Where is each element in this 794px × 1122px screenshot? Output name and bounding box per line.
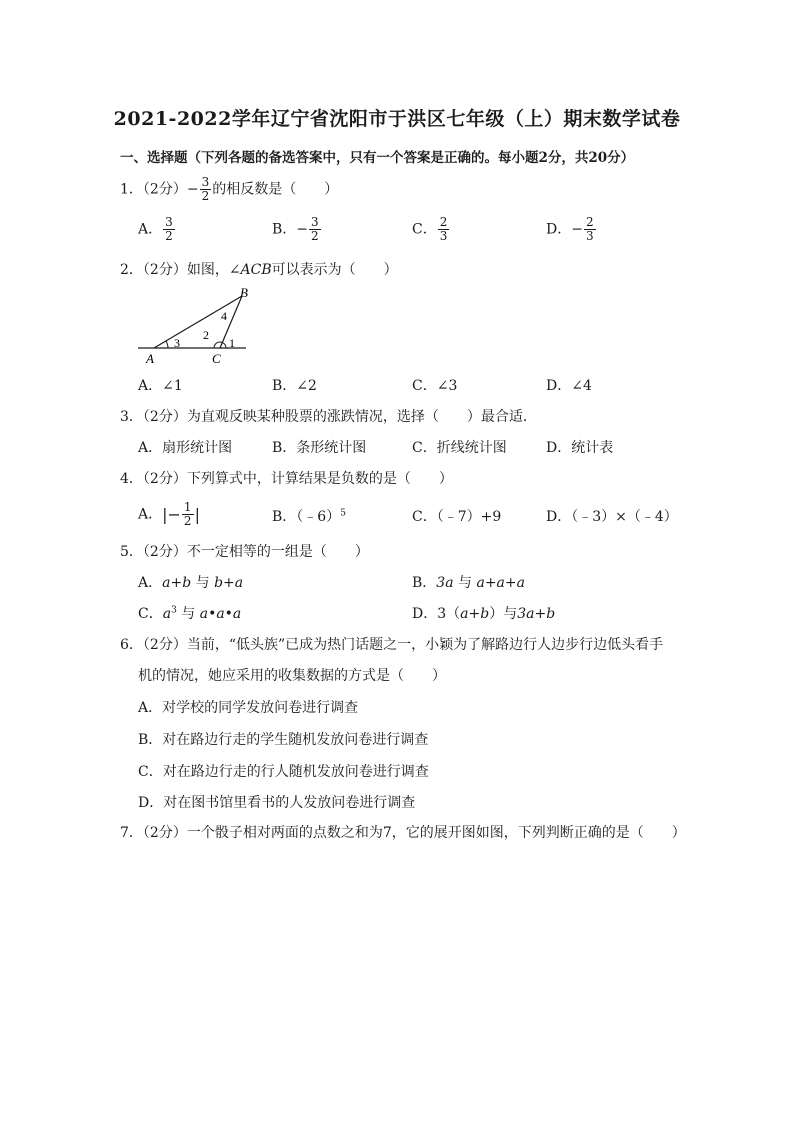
- expr-right: a•a•a: [199, 606, 242, 622]
- question-2-option-b: B．∠2: [272, 378, 317, 394]
- option-fraction: [438, 216, 450, 243]
- question-1-option-a: [138, 216, 176, 243]
- question-5-option-a: [138, 572, 243, 592]
- question-1-neg: −: [186, 181, 199, 198]
- fraction-numerator: 2: [439, 215, 448, 229]
- question-6-option-b: B．对在路边行走的学生随机发放问卷进行调查: [138, 732, 429, 748]
- option-fraction: [584, 216, 596, 243]
- fraction-numerator: 3: [311, 215, 319, 229]
- question-1-suffix: 的相反数是（ ）: [212, 181, 339, 198]
- option-neg: −: [296, 221, 309, 238]
- option-text: B．（﹣6）: [272, 509, 341, 525]
- abs-bar-left: |−: [162, 505, 181, 524]
- expr-right: 3a+b: [517, 606, 556, 622]
- question-1-option-d: [546, 216, 597, 243]
- question-5-option-c: [138, 603, 241, 623]
- question-3-option-d: D．统计表: [546, 440, 614, 456]
- question-1: [120, 176, 338, 203]
- expr-mid: 与: [503, 606, 518, 622]
- expr-mid: 与: [458, 575, 473, 591]
- angle-arc-3: [166, 341, 168, 348]
- option-exponent: 5: [340, 508, 346, 519]
- question-2-option-c: C．∠3: [412, 378, 458, 394]
- label-3: 3: [174, 336, 180, 350]
- fraction-denominator: 3: [439, 229, 448, 243]
- expr-left-inner: a+b: [460, 606, 490, 622]
- expr-mid: 与: [181, 606, 196, 622]
- expr-left-open: 3（: [437, 606, 461, 622]
- expr-left-close: ）: [489, 606, 504, 622]
- expr-left: a+b: [162, 575, 192, 591]
- question-5-option-d: [412, 603, 555, 623]
- expr-base: a: [162, 606, 172, 622]
- expr-left: 3a: [436, 575, 454, 591]
- option-label: A．: [138, 575, 163, 591]
- expr-right: b+a: [214, 575, 244, 591]
- question-4-option-a: [138, 501, 200, 528]
- question-1-prefix: 1．（2分）: [120, 181, 187, 198]
- fraction-numerator: 3: [165, 215, 173, 229]
- expr-right: a+a+a: [476, 575, 525, 591]
- fraction-denominator: 2: [201, 189, 210, 203]
- label-c: C: [212, 351, 221, 366]
- option-fraction: [163, 216, 175, 243]
- question-2-text-a: 2．（2分）如图，∠: [120, 262, 241, 278]
- option-label: D．: [546, 221, 572, 238]
- option-label: C．: [412, 221, 437, 238]
- question-6-option-d: D．对在图书馆里看书的人发放问卷进行调查: [138, 795, 416, 811]
- question-3-option-c: C．折线统计图: [412, 440, 507, 456]
- option-label: A．: [138, 221, 163, 238]
- option-label: B．: [272, 221, 297, 238]
- option-label: B．: [412, 575, 437, 591]
- question-2: [120, 259, 398, 279]
- question-4-option-b: [272, 506, 346, 526]
- question-4: 4．（2分）下列算式中，计算结果是负数的是（ ）: [120, 471, 453, 487]
- abs-bar-right: |: [194, 505, 200, 524]
- fraction-denominator: 3: [585, 229, 594, 243]
- fraction-denominator: 2: [311, 229, 319, 243]
- fraction-numerator: 1: [183, 500, 192, 514]
- question-1-option-c: [412, 216, 450, 243]
- question-2-option-d: D．∠4: [546, 378, 592, 394]
- fraction-denominator: 2: [183, 514, 192, 528]
- option-fraction: [182, 501, 194, 528]
- triangle-figure: [136, 284, 256, 368]
- fraction-numerator: 2: [585, 215, 594, 229]
- option-fraction: [309, 216, 321, 243]
- expr-exponent: 3: [171, 605, 177, 616]
- option-label: D．: [412, 606, 438, 622]
- question-5: 5．（2分）不一定相等的一组是（ ）: [120, 544, 369, 560]
- question-3-option-b: B．条形统计图: [272, 440, 367, 456]
- label-1: 1: [229, 336, 235, 350]
- question-7: 7．（2分）一个骰子相对两面的点数之和为7，它的展开图如图，下列判断正确的是（ ）: [120, 825, 686, 841]
- question-1-option-b: [272, 216, 322, 243]
- question-6-line-2: 机的情况，她应采用的收集数据的方式是（ ）: [138, 668, 446, 684]
- question-5-option-b: [412, 572, 525, 592]
- question-6-option-a: A．对学校的同学发放问卷进行调查: [138, 700, 359, 716]
- section-heading: 一、选择题（下列各题的备选答案中，只有一个答案是正确的。每小题2分，共20分）: [120, 150, 635, 166]
- question-6-line-1: 6．（2分）当前，“低头族”已成为热门话题之一，小颖为了解路边行人边步行边低头看手: [120, 637, 664, 653]
- page-title: 2021-2022学年辽宁省沈阳市于洪区七年级（上）期末数学试卷: [113, 108, 681, 130]
- question-6-option-c: C．对在路边行走的行人随机发放问卷进行调查: [138, 764, 429, 780]
- question-2-option-a: A．∠1: [138, 378, 183, 394]
- option-label: C．: [138, 606, 163, 622]
- fraction-denominator: 2: [165, 229, 173, 243]
- expr-mid: 与: [195, 575, 210, 591]
- question-3-option-a: A．扇形统计图: [138, 440, 233, 456]
- label-4: 4: [221, 309, 227, 323]
- question-2-angle-name: ACB: [240, 262, 272, 278]
- label-b: B: [240, 285, 248, 300]
- fraction-numerator: 3: [201, 175, 210, 189]
- question-4-option-c: C．（﹣7）+9: [412, 509, 502, 525]
- question-2-text-b: 可以表示为（ ）: [271, 262, 398, 278]
- option-label: A．: [138, 506, 163, 523]
- question-4-option-d: D．（﹣3）×（﹣4）: [546, 509, 678, 525]
- label-a: A: [146, 351, 154, 366]
- label-2: 2: [203, 328, 209, 342]
- option-neg: −: [571, 221, 583, 238]
- question-1-fraction: [200, 176, 212, 203]
- question-3: 3．（2分）为直观反映某种股票的涨跌情况，选择（ ）最合适．: [120, 409, 537, 425]
